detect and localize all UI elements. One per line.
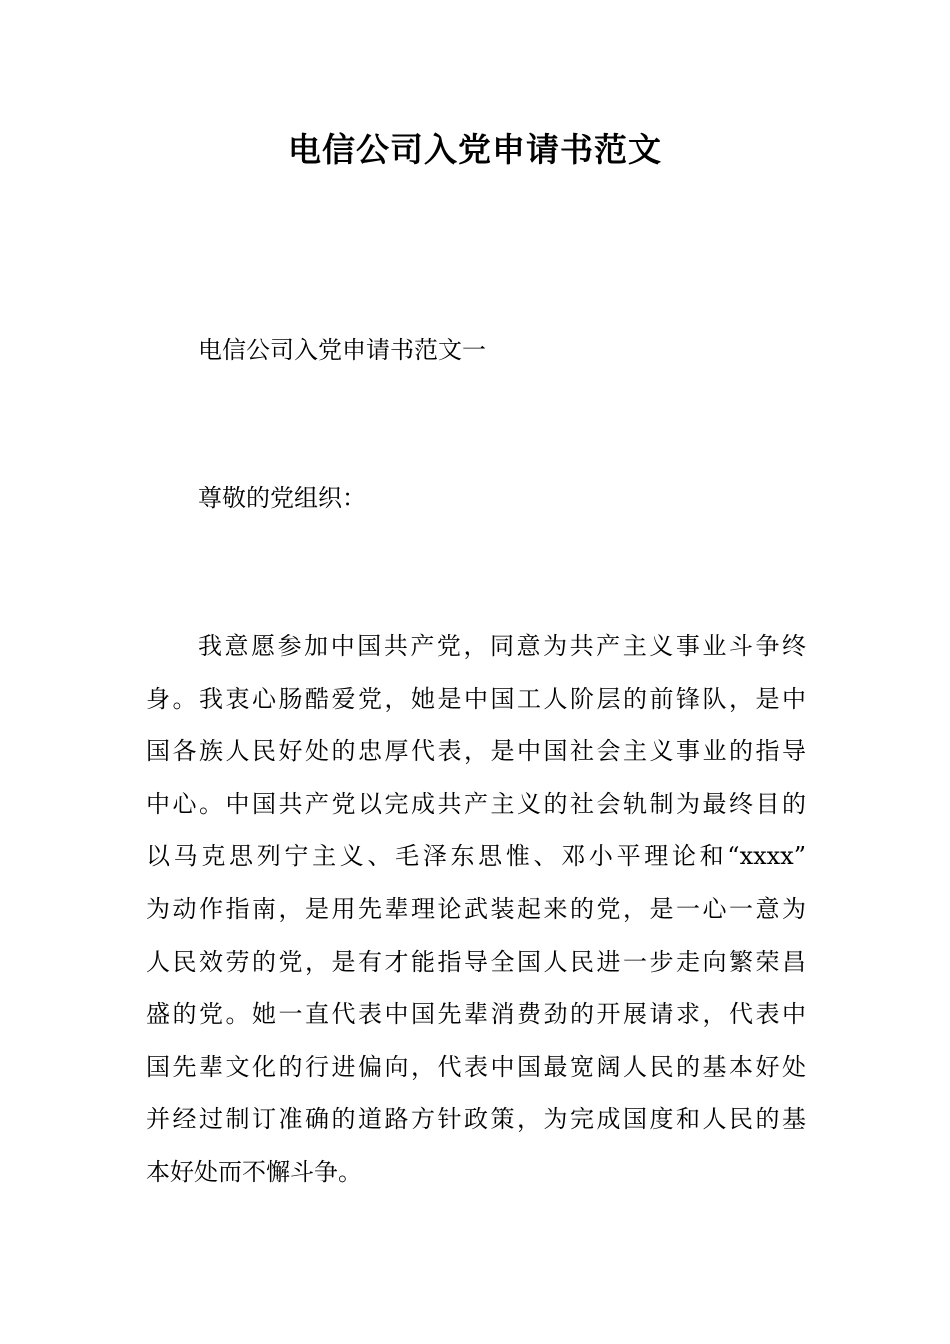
paragraph-line: 以马克思列宁主义、毛泽东思惟、邓小平理论和“xxxx” bbox=[146, 842, 806, 871]
paragraph-line: 国各族人民好处的忠厚代表，是中国社会主义事业的指导 bbox=[146, 737, 806, 766]
paragraph-line: 本好处而不懈斗争。 bbox=[146, 1157, 362, 1186]
paragraph-line: 中心。中国共产党以完成共产主义的社会轨制为最终目的 bbox=[146, 789, 806, 818]
paragraph-line: 盛的党。她一直代表中国先辈消费劲的开展请求，代表中 bbox=[146, 1000, 806, 1029]
paragraph-line: 我意愿参加中国共产党，同意为共产主义事业斗争终 bbox=[198, 632, 806, 660]
paragraph-line: 身。我衷心肠酷爱党，她是中国工人阶层的前锋队，是中 bbox=[146, 684, 806, 713]
salutation: 尊敬的党组织： bbox=[198, 484, 366, 512]
paragraph-line: 为动作指南，是用先辈理论武装起来的党，是一心一意为 bbox=[146, 894, 806, 923]
section-heading: 电信公司入党申请书范文一 bbox=[198, 336, 486, 364]
document-title: 电信公司入党申请书范文 bbox=[288, 130, 662, 169]
body-paragraph bbox=[146, 628, 806, 1207]
paragraph-line: 并经过制订准确的道路方针政策，为完成国度和人民的基 bbox=[146, 1105, 806, 1134]
paragraph-line: 人民效劳的党，是有才能指导全国人民进一步走向繁荣昌 bbox=[146, 947, 806, 976]
paragraph-line: 国先辈文化的行进偏向，代表中国最宽阔人民的基本好处 bbox=[146, 1052, 806, 1081]
